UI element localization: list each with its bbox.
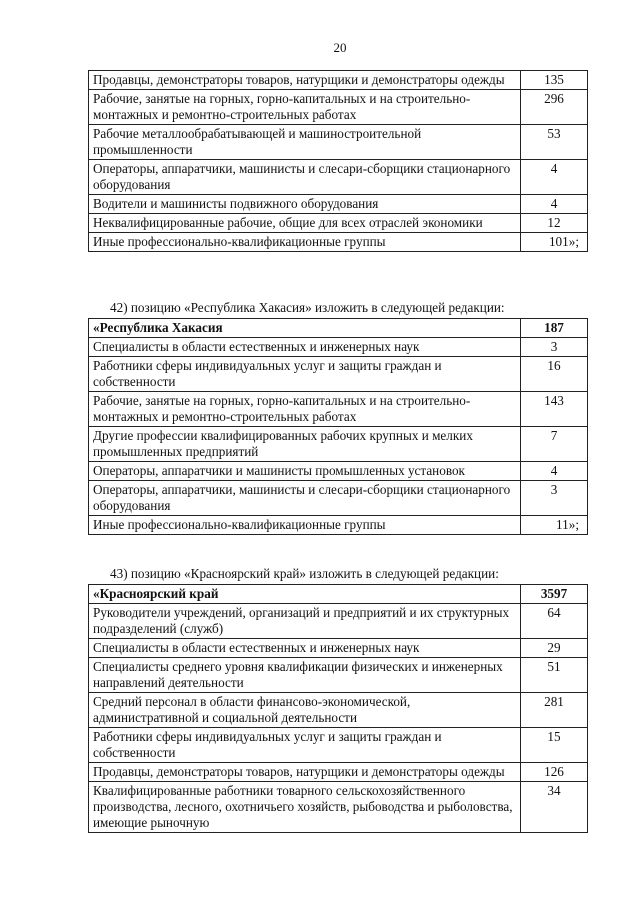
table-row xyxy=(89,728,588,763)
table-row xyxy=(89,90,588,125)
khakassia-table xyxy=(88,318,588,535)
table-row xyxy=(89,195,588,214)
row-value: 16 xyxy=(521,357,588,392)
table-row xyxy=(89,658,588,693)
table-row xyxy=(89,763,588,782)
row-label: Средний персонал в области финансово-экономической, административной и социальной деятельности xyxy=(89,693,521,728)
row-label: Рабочие, занятые на горных, горно-капитальных и на строительно-монтажных и ремонтно-строительных работах xyxy=(89,392,521,427)
row-label: Операторы, аппаратчики и машинисты промышленных установок xyxy=(89,462,521,481)
row-label: Другие профессии квалифицированных рабочих крупных и мелких промышленных предприятий xyxy=(89,427,521,462)
row-label: Работники сферы индивидуальных услуг и защиты граждан и собственности xyxy=(89,357,521,392)
row-value: 101»; xyxy=(521,233,588,252)
region-total: 3597 xyxy=(521,585,588,604)
row-label: Специалисты в области естественных и инженерных наук xyxy=(89,639,521,658)
row-value: 143 xyxy=(521,392,588,427)
row-value: 53 xyxy=(521,125,588,160)
row-value: 64 xyxy=(521,604,588,639)
row-label: Водители и машинисты подвижного оборудования xyxy=(89,195,521,214)
region-name: «Красноярский край xyxy=(89,585,521,604)
region-total: 187 xyxy=(521,319,588,338)
table-row xyxy=(89,233,588,252)
table-row xyxy=(89,357,588,392)
row-value: 34 xyxy=(521,782,588,833)
table-row xyxy=(89,338,588,357)
row-value: 126 xyxy=(521,763,588,782)
table-row xyxy=(89,516,588,535)
row-value: 11»; xyxy=(521,516,588,535)
table-header-row xyxy=(89,585,588,604)
row-value: 4 xyxy=(521,160,588,195)
occupation-table-continued xyxy=(88,70,588,252)
row-label: Специалисты в области естественных и инженерных наук xyxy=(89,338,521,357)
row-value: 4 xyxy=(521,195,588,214)
row-value: 3 xyxy=(521,338,588,357)
row-label: Руководители учреждений, организаций и предприятий и их структурных подразделений (служб) xyxy=(89,604,521,639)
row-label: Неквалифицированные рабочие, общие для всех отраслей экономики xyxy=(89,214,521,233)
row-label: Рабочие металлообрабатывающей и машиностроительной промышленности xyxy=(89,125,521,160)
row-value: 135 xyxy=(521,71,588,90)
row-label: Рабочие, занятые на горных, горно-капитальных и на строительно-монтажных и ремонтно-строительных работах xyxy=(89,90,521,125)
page-number: 20 xyxy=(333,40,347,55)
row-label: Операторы, аппаратчики, машинисты и слесари-сборщики стационарного оборудования xyxy=(89,481,521,516)
table-row xyxy=(89,481,588,516)
row-value: 7 xyxy=(521,427,588,462)
section-43-intro: 43) позицию «Красноярский край» изложить в следующей редакции: xyxy=(110,566,499,581)
row-value: 12 xyxy=(521,214,588,233)
row-label: Квалифицированные работники товарного сельскохозяйственного производства, лесного, охотничьего хозяйств, рыбоводства и рыболовства, имеющие рыночную xyxy=(89,782,521,833)
table-row xyxy=(89,693,588,728)
table-row xyxy=(89,392,588,427)
row-label: Операторы, аппаратчики, машинисты и слесари-сборщики стационарного оборудования xyxy=(89,160,521,195)
table-header-row xyxy=(89,319,588,338)
krasnoyarsk-table xyxy=(88,584,588,833)
table-row xyxy=(89,214,588,233)
table-row xyxy=(89,71,588,90)
region-name: «Республика Хакасия xyxy=(89,319,521,338)
row-label: Иные профессионально-квалификационные группы xyxy=(89,233,521,252)
table-row xyxy=(89,604,588,639)
row-value: 296 xyxy=(521,90,588,125)
table-row xyxy=(89,427,588,462)
row-value: 29 xyxy=(521,639,588,658)
table-row xyxy=(89,782,588,833)
row-value: 4 xyxy=(521,462,588,481)
table-row xyxy=(89,160,588,195)
row-value: 15 xyxy=(521,728,588,763)
section-42-intro: 42) позицию «Республика Хакасия» изложить в следующей редакции: xyxy=(110,300,505,315)
row-label: Специалисты среднего уровня квалификации физических и инженерных направлений деятельности xyxy=(89,658,521,693)
row-label: Продавцы, демонстраторы товаров, натурщики и демонстраторы одежды xyxy=(89,71,521,90)
row-value: 51 xyxy=(521,658,588,693)
row-value: 281 xyxy=(521,693,588,728)
row-label: Работники сферы индивидуальных услуг и защиты граждан и собственности xyxy=(89,728,521,763)
row-label: Продавцы, демонстраторы товаров, натурщики и демонстраторы одежды xyxy=(89,763,521,782)
table-row xyxy=(89,125,588,160)
table-row xyxy=(89,462,588,481)
table-row xyxy=(89,639,588,658)
row-value: 3 xyxy=(521,481,588,516)
row-label: Иные профессионально-квалификационные группы xyxy=(89,516,521,535)
